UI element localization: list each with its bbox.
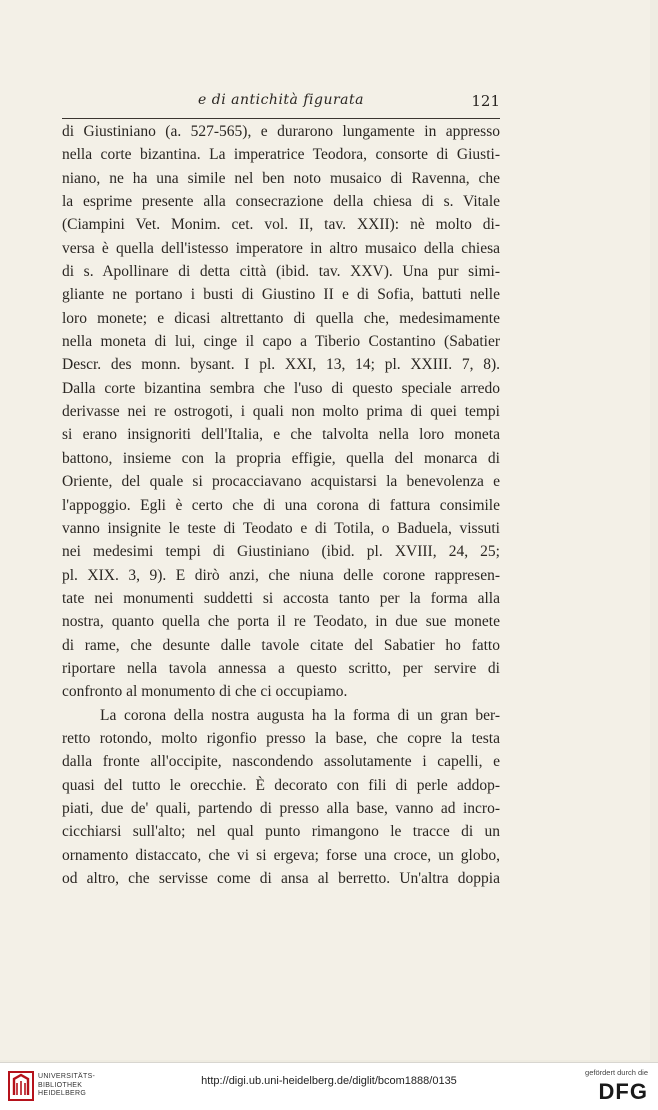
funded-by-label: gefördert durch die [585,1068,648,1077]
text-line: di Giustiniano (a. 527-565), e durarono lungamente in appresso [62,123,500,140]
text-line: nei medesimi tempi di Giustiniano (ibid. pl. XVIII, 24, 25; [62,543,500,561]
text-line: si erano insignoriti dell'Italia, e che talvolta nella loro moneta [62,426,500,444]
text-line: dalla fronte all'occipite, nascondendo assolutamente i capelli, e [62,753,500,771]
text-line: retto rotondo, molto rigonfio presso la base, che copre la testa [62,729,500,747]
text-line: od altro, che servisse come di ansa al berretto. Un'altra doppia [62,870,500,887]
page-header [62,92,500,114]
text-line: battono, insieme con la propria effigie, quella del monarca di [62,449,500,467]
university-library-name: UNIVERSITÄTS- BIBLIOTHEK HEIDELBERG [38,1073,96,1097]
text-line: versa è quella dell'istesso imperatore in altro musaico della chiesa [62,239,500,257]
text-line: loro monete; e dicasi altrettanto di quella che, medesimamente [62,309,500,327]
text-line: ornamento distaccato, che vi si ergeva; forse una croce, un globo, [62,846,500,864]
text-line: di s. Apollinare di detta città (ibid. tav. XXV). Una pur simi- [62,263,500,281]
text-line: La corona della nostra augusta ha la forma di un gran ber- [100,706,500,724]
text-line: nella moneta di lui, cinge il capo a Tiberio Costantino (Sabatier [62,333,500,351]
text-line: nostra, quanto quella che porta il re Teodato, in due sue monete [62,613,500,631]
text-line: cicchiarsi sull'alto; nel qual punto rimangono le tracce di un [62,823,500,841]
text-line: l'appoggio. Egli è certo che di una corona di fattura consimile [62,496,500,514]
text-line: Descr. des monn. bysant. I pl. XXI, 13, 14; pl. XXIII. 7, 8). [62,356,500,374]
text-line: piati, due de' quali, partendo di presso alla base, vanno ad incro- [62,799,500,817]
text-line: di rame, che desunte dalle tavole citate del Sabatier ho fatto [62,636,500,654]
text-line: vanno insignite le teste di Teodato e di Totila, o Baduela, vissuti [62,519,500,537]
text-line: quasi del tutto le orecchie. È decorato con fili di perle addop- [62,776,500,794]
body-text [62,120,500,890]
text-line: riportare nella tavola annessa a questo scritto, per servire di [62,659,500,677]
text-line: confronto al monumento di che ci occupiamo. [62,683,348,701]
text-line: nella corte bizantina. La imperatrice Teodora, consorte di Giusti- [62,146,500,164]
running-title: e di antichità figurata [198,92,364,108]
text-line: Dalla corte bizantina sembra che l'uso di questo speciale arredo [62,379,500,397]
text-line: derivasse nei re ostrogoti, i quali non molto prima di quei tempi [62,403,500,421]
text-line: Oriente, del quale si procacciavano acquistarsi la benevolenza e [62,473,500,491]
dfg-logo: DFG [598,1079,648,1104]
text-line: tate nei monumenti suddetti si accosta tanto per la forma alla [62,589,500,607]
text-line: gliante ne portano i busti di Giustino II e di Sofia, battuti nelle [62,286,500,304]
text-line: (Ciampini Vet. Monim. cet. vol. II, tav. XXII): nè molto di- [62,216,500,234]
viewer-footer [0,1062,658,1110]
text-line: niano, ne ha una simile nel ben noto musaico di Ravenna, che [62,169,500,187]
text-line: la esprime presente alla consecrazione della chiesa di s. Vitale [62,193,500,211]
page-number: 121 [471,92,500,110]
text-line: pl. XIX. 3, 9). E dirò anzi, che niuna delle corone rappresen- [62,566,500,584]
header-rule [62,118,500,119]
page-url-link[interactable]: http://digi.ub.uni-heidelberg.de/diglit/bcom1888/0135 [201,1075,457,1087]
